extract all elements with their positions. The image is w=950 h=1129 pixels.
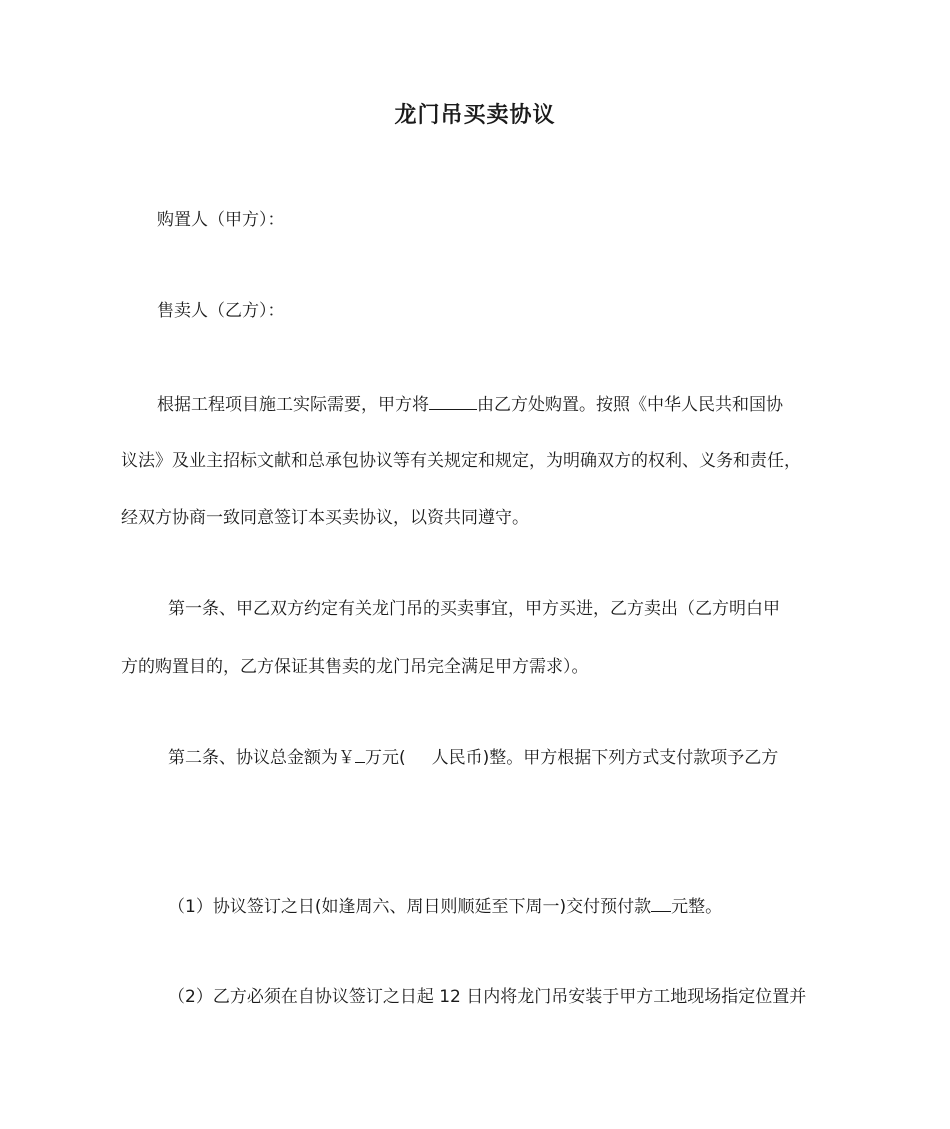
intro-line-1-start: 根据工程项目施工实际需要，甲方将 <box>157 395 429 415</box>
item-blank <box>429 391 477 410</box>
item-2: （2）乙方必须在自协议签订之日起 12 日内将龙门吊安装于甲方工地现场指定位置并 <box>168 987 807 1007</box>
intro-line-2: 议法》及业主招标文献和总承包协议等有关规定和规定，为明确双方的权利、义务和责任， <box>121 451 801 471</box>
item-1-end: 元整。 <box>671 897 723 917</box>
item-1 <box>168 893 722 919</box>
item-1-text: （1）协议签订之日(如逢周六、周日则顺延至下周一)交付预付款 <box>168 897 652 917</box>
article-2-currency: 人民币)整。甲方根据下列方式支付款项予乙方 <box>431 748 779 768</box>
article-2-line-1 <box>168 744 778 770</box>
article-2-unit: 万元( <box>365 748 406 768</box>
document-title: 龙门吊买卖协议 <box>394 103 556 128</box>
prepayment-blank <box>651 893 671 912</box>
amount-blank <box>355 744 365 763</box>
article-1-line-1: 第一条、甲乙双方约定有关龙门吊的买卖事宜，甲方买进，乙方卖出（乙方明白甲 <box>168 599 780 619</box>
intro-line-1 <box>157 391 783 417</box>
intro-line-3: 经双方协商一致同意签订本买卖协议，以资共同遵守。 <box>121 508 529 528</box>
buyer-label: 购置人（甲方）： <box>157 210 285 230</box>
seller-label: 售卖人（乙方）： <box>157 301 285 321</box>
article-1-line-2: 方的购置目的，乙方保证其售卖的龙门吊完全满足甲方需求）。 <box>121 657 589 677</box>
intro-line-1-end: 由乙方处购置。按照《中华人民共和国协 <box>477 395 783 415</box>
article-2-amount-label: 第二条、协议总金额为￥ <box>168 748 355 768</box>
